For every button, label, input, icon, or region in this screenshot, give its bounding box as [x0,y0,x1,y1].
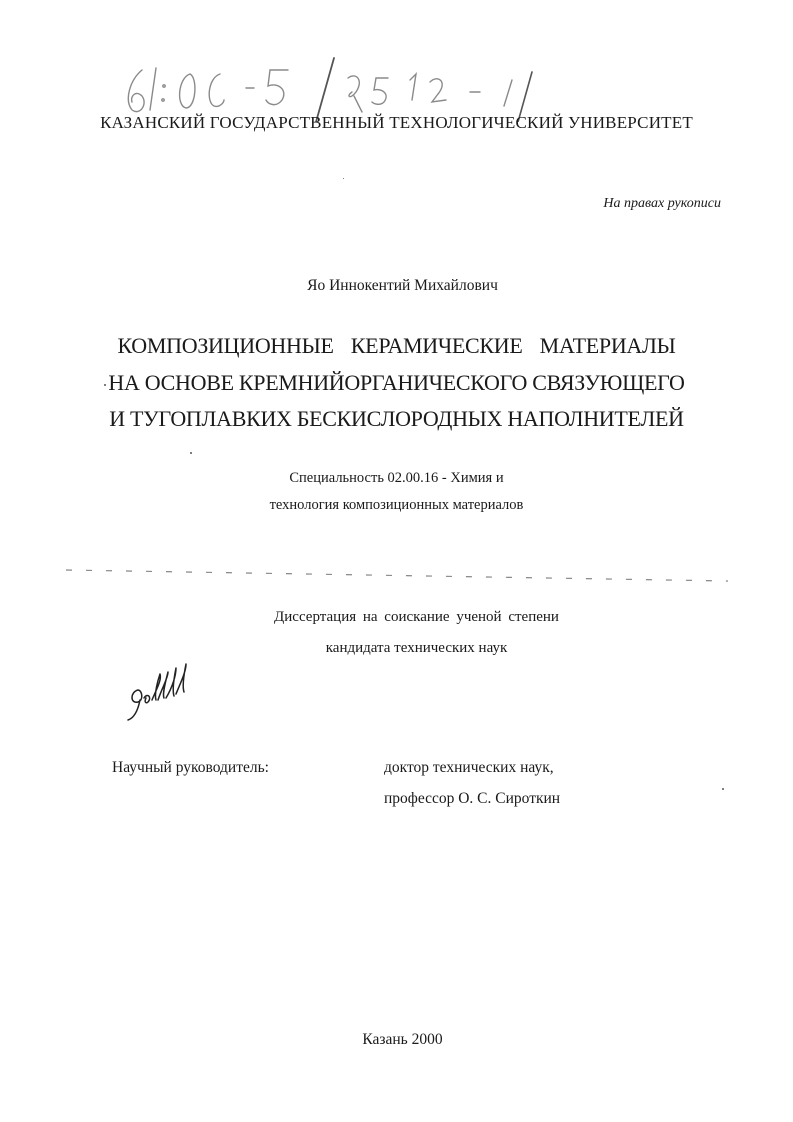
supervisor-name: профессор О. С. Сироткин [384,790,561,807]
thesis-title-line-2: НА ОСНОВЕ КРЕМНИЙОРГАНИЧЕСКОГО СВЯЗУЮЩЕГО [108,370,685,395]
dissertation-line-2: кандидата технических наук [325,640,508,656]
city-year: Казань 2000 [362,1031,443,1048]
thesis-title-line-3: И ТУГОПЛАВКИХ БЕСКИСЛОРОДНЫХ НАПОЛНИТЕЛЕЙ [109,406,684,431]
scan-speck [190,452,192,454]
scan-speck [343,178,344,179]
dashed-separator [62,565,732,585]
scan-speck [104,384,106,386]
signature [124,660,194,722]
specialty-line-2: технология композиционных материалов [269,497,524,513]
university-name: КАЗАНСКИЙ ГОСУДАРСТВЕННЫЙ ТЕХНОЛОГИЧЕСКИЙ УНИВЕРСИТЕТ [100,113,693,132]
handwritten-archive-code [120,52,560,122]
scan-speck [722,788,724,790]
supervisor-degree: доктор технических наук, [384,759,554,776]
author-name: Яо Иннокентий Михайлович [307,277,498,294]
specialty-line-1: Специальность 02.00.16 - Химия и [289,470,504,486]
dissertation-line-1: Диссертация на соискание ученой степени [274,609,559,625]
thesis-title-line-1: КОМПОЗИЦИОННЫЕ КЕРАМИЧЕСКИЕ МАТЕРИАЛЫ [117,333,676,358]
supervisor-label: Научный руководитель: [112,759,269,776]
rights-note: На правах рукописи [603,196,721,211]
